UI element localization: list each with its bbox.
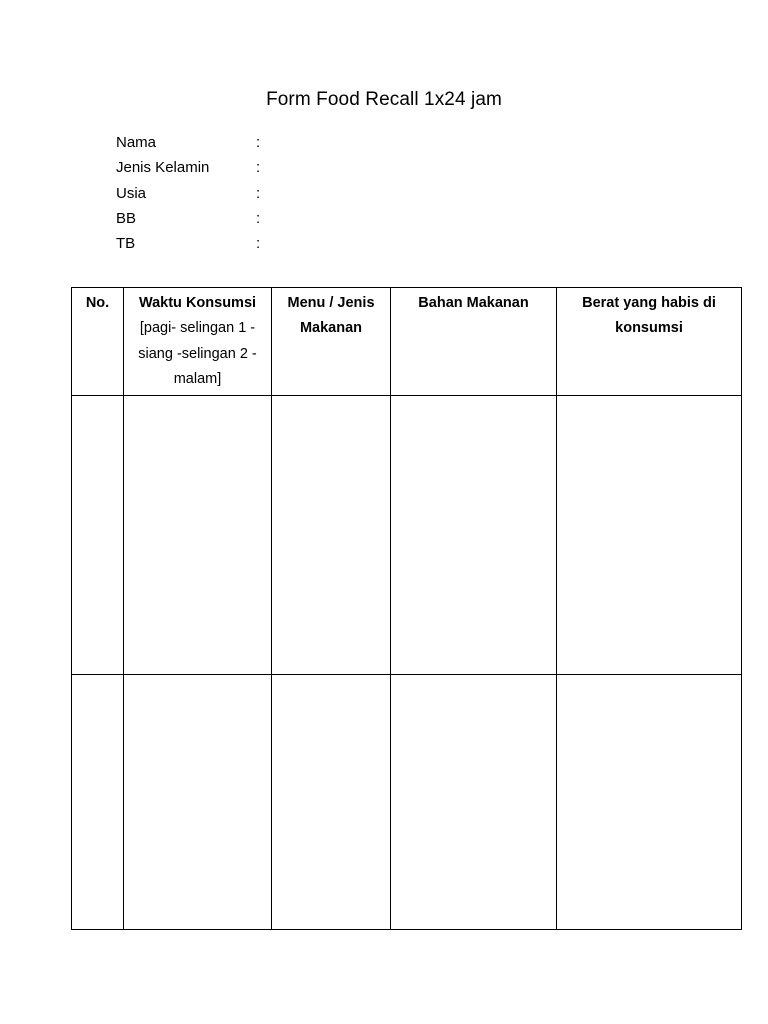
field-separator: :	[256, 235, 261, 253]
header-bahan-label: Bahan Makanan	[418, 295, 529, 311]
field-bb	[116, 208, 416, 233]
header-waktu-konsumsi	[124, 288, 272, 396]
cell-berat[interactable]	[557, 675, 742, 930]
cell-no[interactable]	[72, 396, 124, 675]
header-berat	[557, 288, 742, 396]
cell-no[interactable]	[72, 675, 124, 930]
field-tb	[116, 233, 416, 258]
header-menu-label: Menu / Jenis Makanan	[287, 295, 375, 337]
header-waktu-label: Waktu Konsumsi	[138, 295, 257, 311]
cell-menu[interactable]	[272, 396, 391, 675]
cell-bahan[interactable]	[391, 396, 557, 675]
cell-menu[interactable]	[272, 675, 391, 930]
field-jenis-kelamin	[116, 157, 416, 182]
field-label: BB	[116, 209, 137, 227]
cell-bahan[interactable]	[391, 675, 557, 930]
header-berat-label: Berat yang habis di konsumsi	[582, 295, 716, 337]
header-waktu-detail: [pagi- selingan 1 - siang -selingan 2 - malam]	[138, 320, 257, 388]
cell-berat[interactable]	[557, 396, 742, 675]
header-no-label: No.	[85, 295, 110, 311]
field-nama	[116, 132, 416, 157]
field-label: Nama	[116, 134, 157, 151]
cell-waktu[interactable]	[124, 396, 272, 675]
field-separator: :	[256, 184, 261, 202]
field-label: Jenis Kelamin	[116, 159, 210, 177]
header-bahan	[391, 288, 557, 396]
table-row	[72, 675, 742, 930]
field-label: Usia	[116, 184, 147, 202]
food-recall-table	[71, 287, 742, 930]
header-menu	[272, 288, 391, 396]
identity-fields	[116, 132, 416, 258]
cell-waktu[interactable]	[124, 675, 272, 930]
field-label: TB	[116, 235, 136, 253]
header-no	[72, 288, 124, 396]
field-separator: :	[256, 209, 261, 227]
page-title: Form Food Recall 1x24 jam	[266, 89, 502, 110]
table-header-row	[72, 288, 742, 396]
table-row	[72, 396, 742, 675]
field-usia	[116, 183, 416, 208]
field-separator: :	[256, 134, 261, 151]
field-separator: :	[256, 159, 261, 177]
